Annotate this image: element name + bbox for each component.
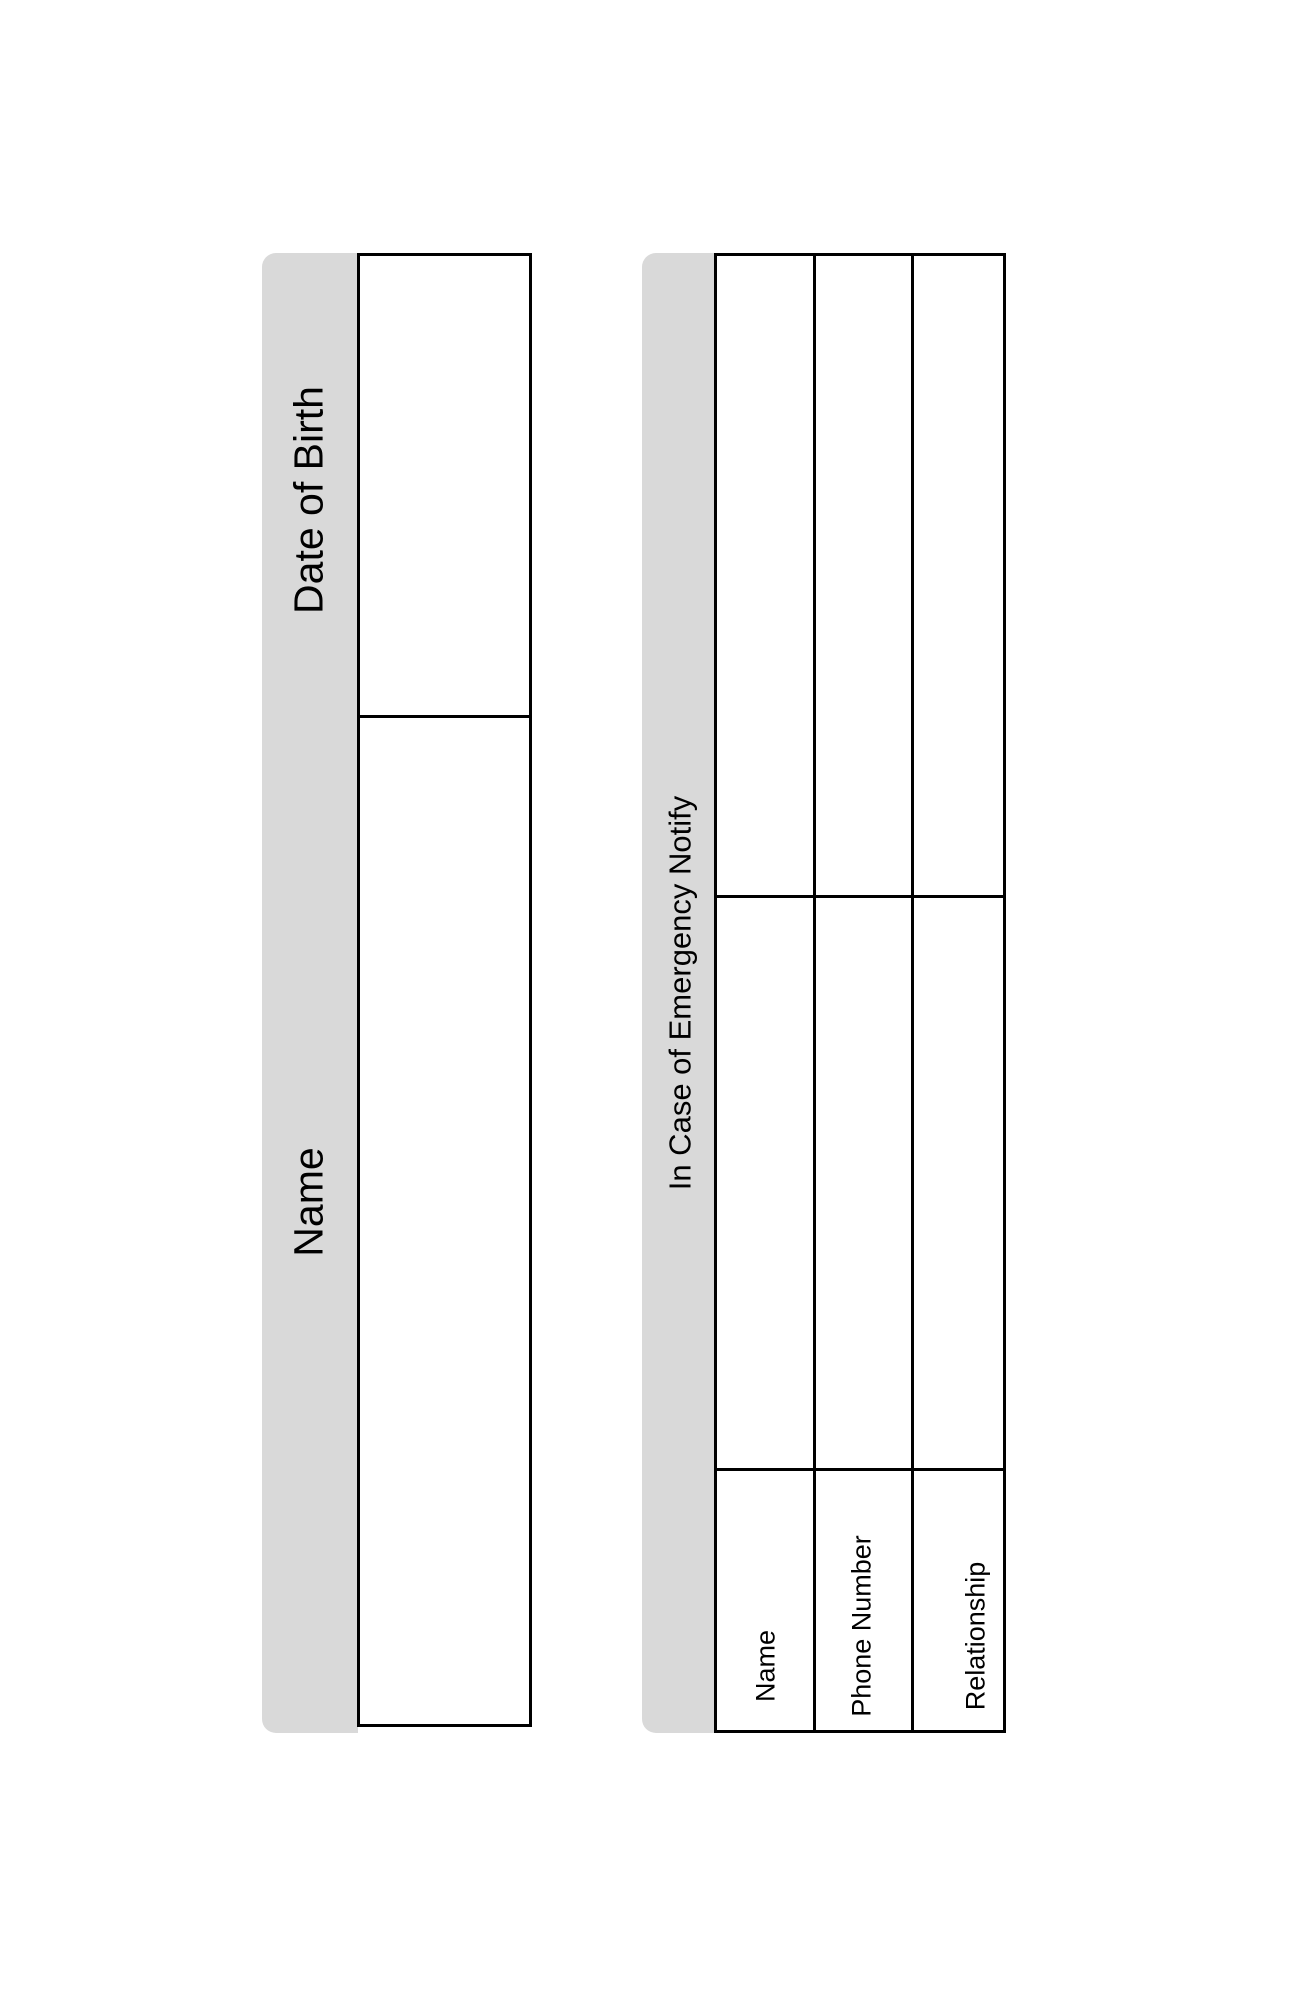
- emergency-name-field-2[interactable]: [717, 256, 813, 895]
- emergency-phone-field-1[interactable]: [816, 898, 911, 1468]
- emergency-name-field-1[interactable]: [717, 898, 813, 1468]
- emergency-row-label-phone: Phone Number: [846, 1535, 877, 1717]
- column-divider: [714, 1468, 1006, 1471]
- name-field[interactable]: [357, 715, 532, 1727]
- date-of-birth-label: Date of Birth: [285, 386, 332, 614]
- emergency-title: In Case of Emergency Notify: [662, 795, 698, 1191]
- emergency-row-label-name: Name: [750, 1629, 781, 1703]
- emergency-row-label-relationship: Relationship: [960, 1561, 991, 1711]
- date-of-birth-field[interactable]: [357, 253, 532, 718]
- emergency-phone-field-2[interactable]: [816, 256, 911, 895]
- name-label: Name: [285, 1147, 332, 1257]
- emergency-relationship-field-1[interactable]: [914, 898, 1003, 1468]
- emergency-relationship-field-2[interactable]: [914, 256, 1003, 895]
- emergency-table: [714, 253, 1006, 1733]
